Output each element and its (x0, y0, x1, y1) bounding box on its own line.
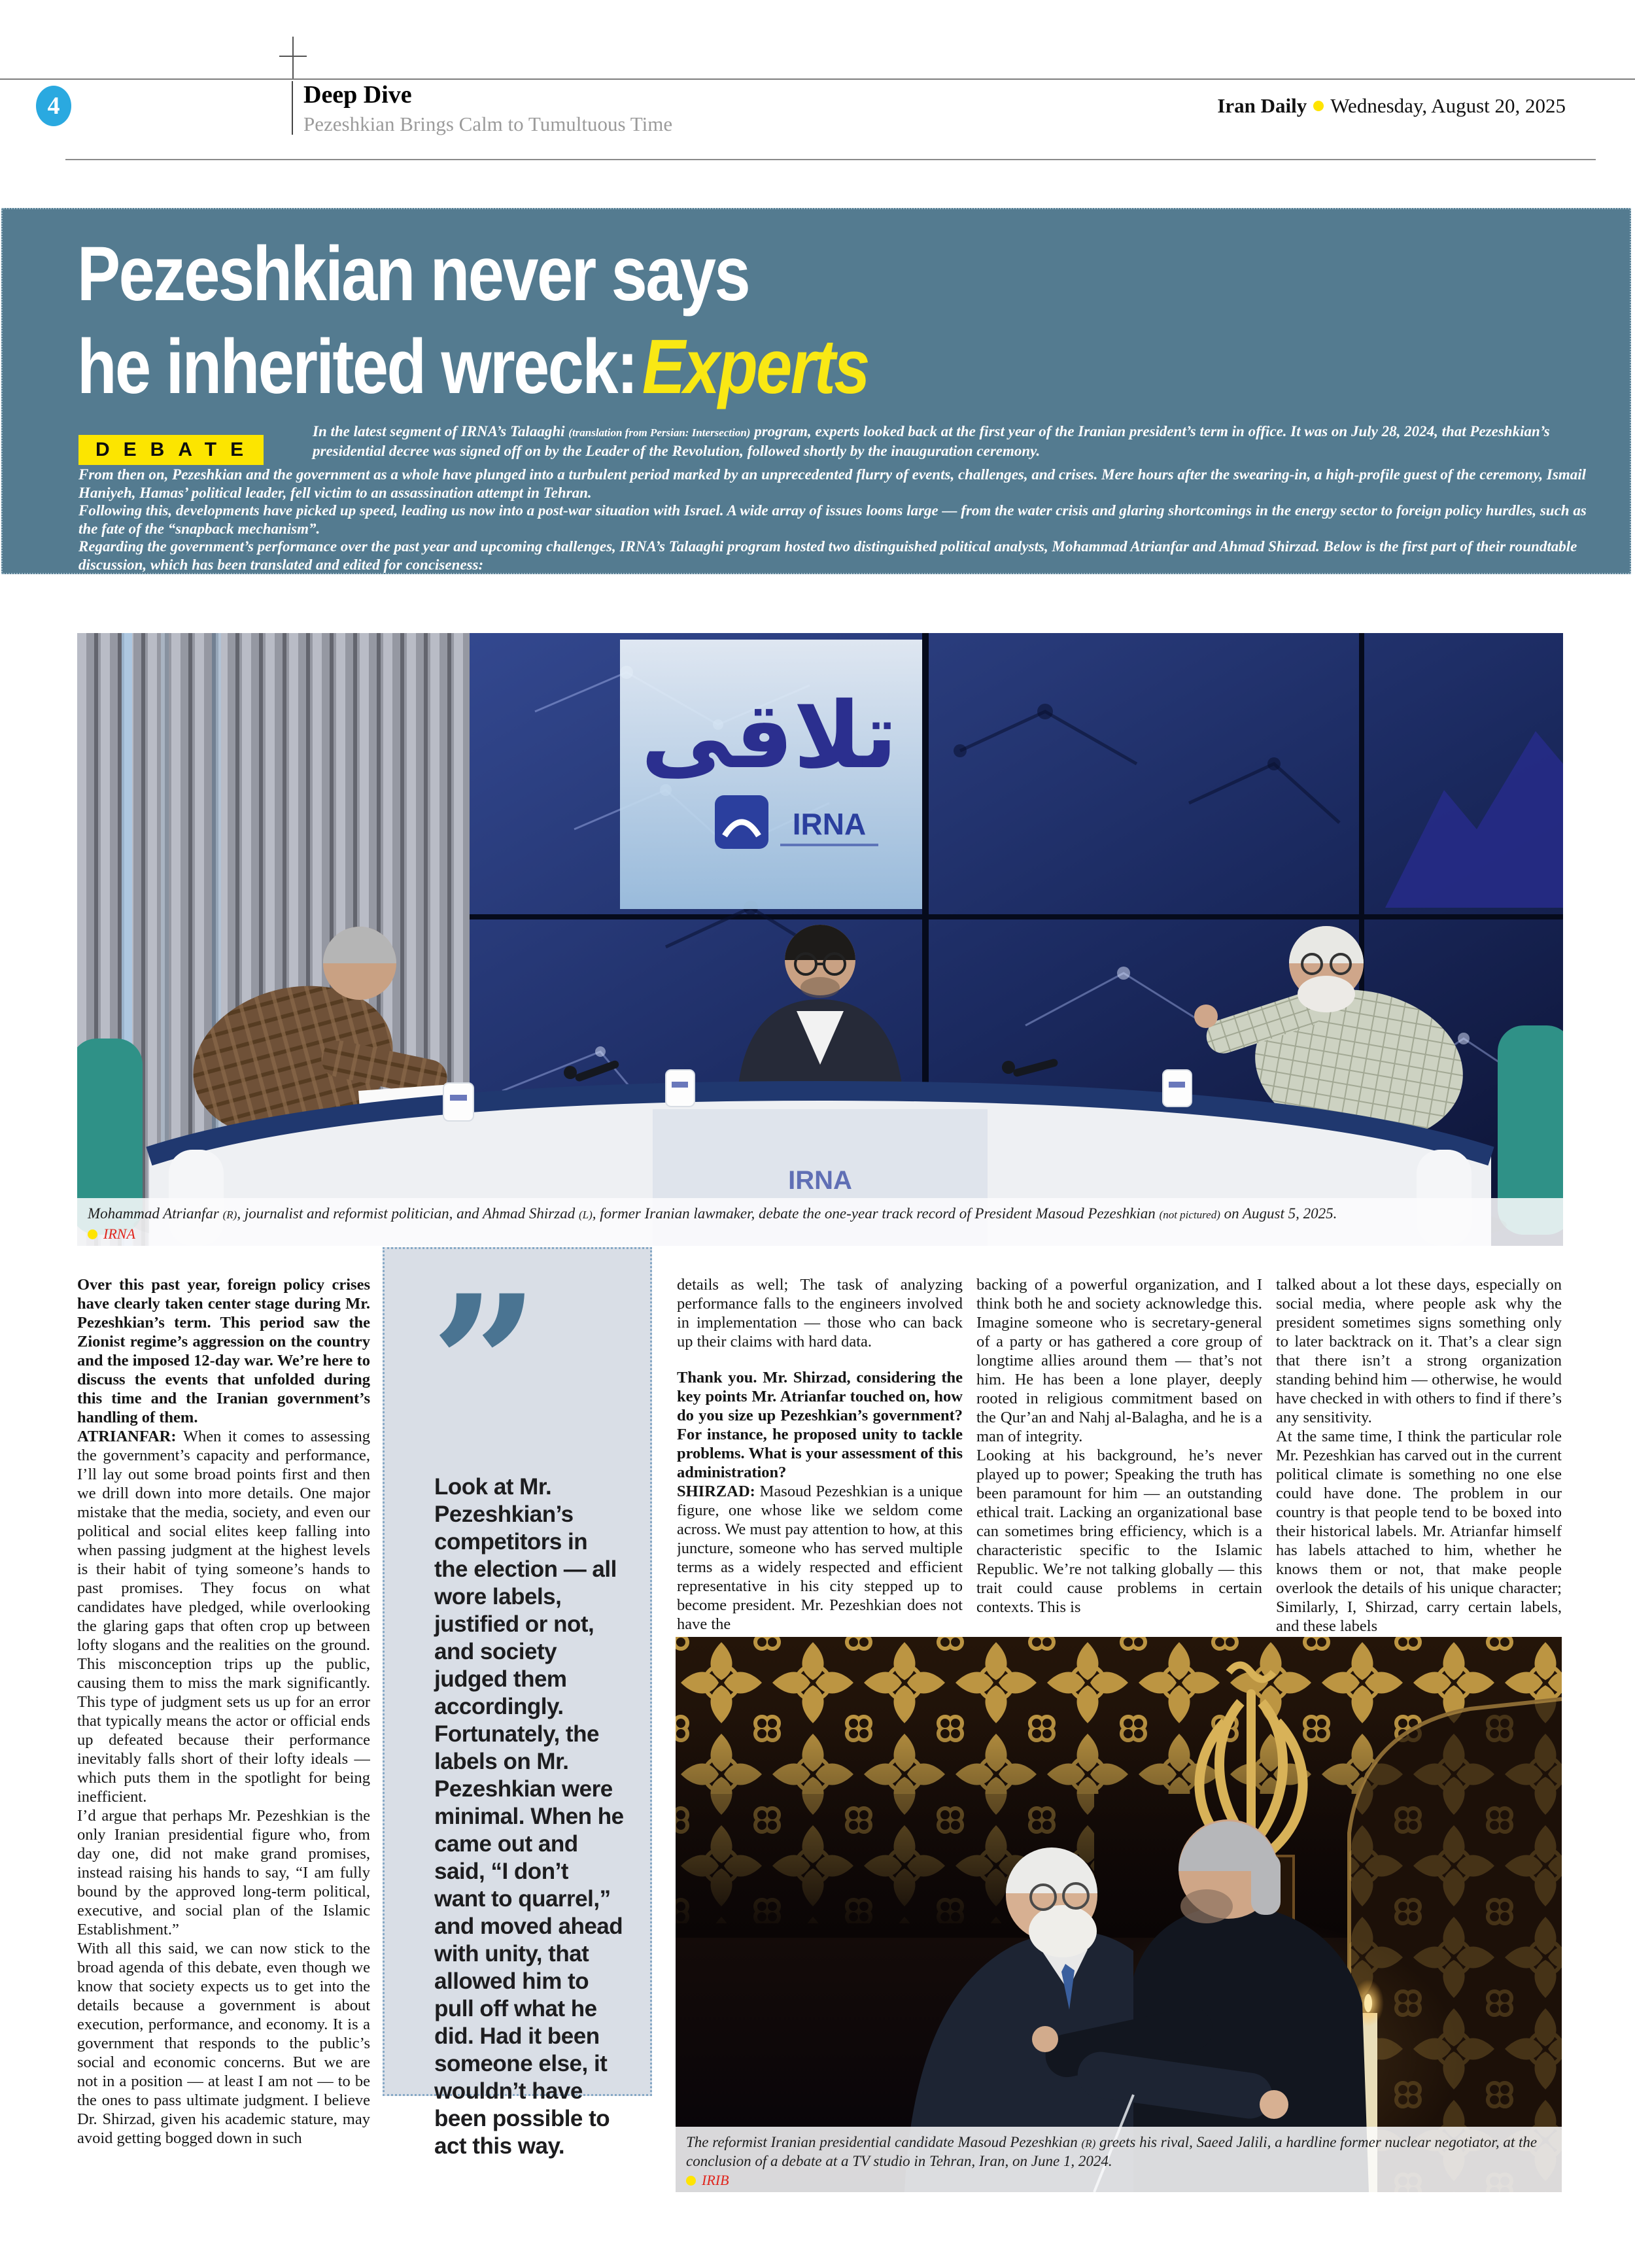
svg-text:IRNA: IRNA (792, 807, 867, 841)
article-paragraph: Over this past year, foreign policy crises have clearly taken center stage during Mr. Pezeshkian’s term. This period saw the Zionist regime’s aggression on the country and the imposed 12-day war. We’re here to discuss the events that unfolded during this time and the Iranian government’s handling of them. (77, 1276, 370, 1426)
pull-quote-text: Look at Mr. Pezeshkian’s competitors in the election — all wore labels, justified or not, and society judged them accordingly. Fortunately, the labels on Mr. Pezeshkian were minimal. When he came out and said, “I don’t want to quarrel,” and moved ahead with unity, that allowed him to pull off what he did. Had it been someone else, it wouldn’t have been possible to act this way. (434, 1474, 624, 2159)
credit-dot-icon (686, 2176, 696, 2186)
pull-quote-box (383, 1247, 652, 2159)
crop-mark (279, 56, 307, 57)
article-paragraph: SHIRZAD: Masoud Pezeshkian is a unique figure, one whose like we seldom come across. We must pay attention to how, at this juncture, someone who has served multiple terms as a widely respected and efficient representative in his city stepped up to become president. Mr. Pezeshkian does not have the (677, 1483, 963, 1633)
talaaghi-logo: تلاقی (640, 683, 898, 789)
studio-photo-illustration (77, 633, 1563, 1246)
masthead (1217, 94, 1566, 118)
desk-logo: IRNA (788, 1166, 852, 1195)
debate-photo (676, 1637, 1562, 2192)
article-column-3 (677, 1275, 963, 1636)
headline-line1: Pezeshkian never says (77, 231, 749, 317)
masthead-title: Iran Daily (1217, 94, 1307, 117)
intro-paragraphs: From then on, Pezeshkian and the government as a whole have plunged into a turbulent period marked by an unprecedented flurry of events, challenges, and crises. Mere hours after the swearing-in, a high-profile guest of the ceremony, Ismail Haniyeh, Hamas’ political leader, fell victim to an assassination attempt in Tehran. Following this, developments have picked up speed, leading us now into a post-war situation with Israel. A wide array of issues looms large — from the water crisis and glaring shortcomings in the energy sector to foreign policy hurdles, such as the fate of the “snapback mechanism”. Regarding the government’s performance over the past year and upcoming challenges, IRNA’s Talaaghi program hosted two distinguished political analysts, Mohammad Atrianfar and Ahmad Shirzad. Below is the first part of their roundtable discussion, which has been translated and edited for conciseness: (78, 466, 1587, 573)
top-rule (0, 78, 1635, 80)
quote-mark-icon: ” (430, 1254, 540, 1477)
debate-kicker: DEBATE (78, 435, 264, 465)
article-paragraph: I’d argue that perhaps Mr. Pezeshkian is the only Iranian presidential figure who, from day one, did not make grand promises, instead raising his hands to say, “I am fully bound by the approved long-term political, executive, and social plan of the Islamic Establishment.” (77, 1807, 370, 1938)
photo1-caption: Mohammad Atrianfar (R), journalist and reformist politician, and Ahmad Shirzad (L), former Iranian lawmaker, debate the one-year track record of President Masoud Pezeshkian (not pictured) on August 5, 2025. IRNA (77, 1198, 1563, 1246)
photo2-credit: IRIB (686, 2173, 1551, 2188)
article-column-1 (77, 1275, 370, 2237)
article-paragraph: talked about a lot these days, especially on social media, where people ask why the president sometimes signs something only to later backtrack on it. That’s a clear sign that there isn’t a strong organization standing behind him — otherwise, he would have checked in with others to find if there’s any sensitivity. (1276, 1276, 1562, 1426)
article-column-5 (1276, 1275, 1562, 1636)
article-paragraph: With all this said, we can now stick to the broad agenda of this debate, even though we know that society expects us to get into the details because a government is about execution, performance, and economy. It is a government that responds to the public’s social and economic concerns. But we are not in a position — at least I am not — to be the ones to pass ultimate judgment. I believe Dr. Shirzad, given his academic stature, may avoid getting bogged down in such (77, 1940, 370, 2147)
photo1-credit: IRNA (88, 1226, 1553, 1242)
article-paragraph: backing of a powerful organization, and I think both he and society acknowledge this. Imagine someone who is secretary-general of a party or has gathered a core group of longtime allies around them — that’s not him. He has been a lone player, deeply rooted in religious commitment based on the Qur’an and Nahj al-Balagha, and he is a man of integrity. (976, 1276, 1262, 1445)
headline-banner (1, 208, 1631, 574)
debate-photo-illustration (676, 1637, 1562, 2192)
photo2-caption: The reformist Iranian presidential candidate Masoud Pezeshkian (R) greets his rival, Saeed Jalili, a hardline former nuclear negotiator, at the conclusion of a debate at a TV studio in Tehran, Iran, on June 1, 2024. IRIB (676, 2127, 1562, 2192)
issue-date: Wednesday, August 20, 2025 (1330, 94, 1566, 117)
article-paragraph: At the same time, I think the particular role Mr. Pezeshkian has carved out in the current political climate is something no one else could have done. The problem in our country is that people tend to be boxed into their historical labels. Mr. Atrianfar himself has labels attached to him, whether he knows them or not, that make people overlook the details of his unique character; Similarly, I, Shirzad, carry certain labels, and these labels (1276, 1428, 1562, 1635)
headline-highlight: Experts (642, 324, 869, 410)
section-subtitle: Pezeshkian Brings Calm to Tumultuous Time (303, 112, 673, 135)
intro-paragraph-1: In the latest segment of IRNA’s Talaaghi (translation from Persian: Intersection) program, experts looked back at the first year of the Iranian president’s term in office. It was on July 28, 2024, that Pezeshkian’s presidential decree was signed off on by the Leader of the Revolution, followed shortly by the inauguration ceremony. (313, 423, 1550, 459)
credit-dot-icon (88, 1229, 97, 1239)
interviewer-question: Thank you. Mr. Shirzad, considering the key points Mr. Atrianfar touched on, how do you size up Pezeshkian’s government? For instance, he proposed unity to tackle problems. What is your assessment of this administration? (677, 1369, 963, 1481)
article-paragraph: details as well; The task of analyzing performance falls to the engineers involved in implementation — those who can back up their claims with hard data. (677, 1276, 963, 1350)
header-rule (65, 159, 1596, 160)
header-divider (292, 81, 293, 135)
article-paragraph: Looking at his background, he’s never played up to power; Speaking the truth has been paramount for him — an outstanding ethical trait. Lacking an organizational base can sometimes bring efficiency, which is a characteristic specific to the Islamic Republic. We’re not talking globally — this trait could cause problems in certain contexts. This is (976, 1447, 1262, 1616)
studio-photo (77, 633, 1563, 1246)
article-paragraph: ATRIANFAR: When it comes to assessing the government’s capacity and performance, I’ll lay out some broad points first and then we drill down into more details. One major mistake that the media, society, and even our political and social elites keep falling into when passing judgment at the highest levels is their habit of tying someone’s hands to past promises. They focus on what candidates have pledged, while overlooking the glaring gaps that often crop up between lofty slogans and the realities on the ground. This misconception trips up the public, causing them to miss the mark significantly. This type of judgment sets us up for an error that typically means the actor or official ends up defeated because their performance inevitably falls short of their lofty ideals — which puts them in the spotlight for being inefficient. (77, 1428, 370, 1806)
page-number-badge: 4 (36, 86, 71, 126)
bullet-dot-icon (1313, 101, 1324, 111)
crop-mark (292, 37, 294, 80)
headline-line2: he inherited wreck:Experts (77, 324, 869, 410)
section-title: Deep Dive (303, 81, 412, 109)
article-column-4 (976, 1275, 1262, 1636)
